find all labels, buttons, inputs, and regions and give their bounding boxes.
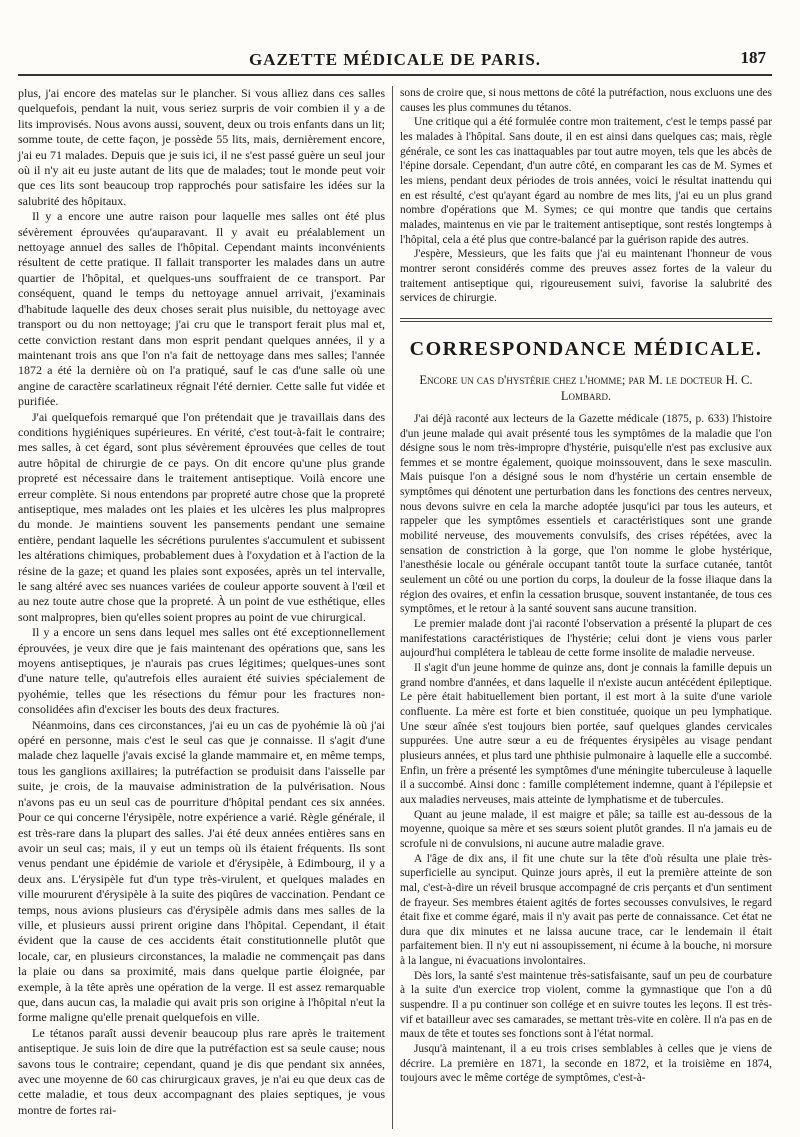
paragraph: Jusqu'à maintenant, il a eu trois crises semblables à celles que je viens de décrire. La première en 1871, la seconde en 1872, et la troisième en 1874, toujours avec le même cortége de symptômes, c'est-à- [400, 1043, 772, 1085]
section-title: CORRESPONDANCE MÉDICALE. [409, 337, 763, 360]
paragraph: Le premier malade dont j'ai raconté l'observation a présenté la plupart de ces manifestations caractéristiques de l'hystérie; celui dont je viens vous parler aujourd'hui complétera le tableau de cette forme insolite de maladie nerveuse. [400, 618, 772, 660]
paragraph: Quant au jeune malade, il est maigre et pâle; sa taille est au-dessous de la moyenne, quoique sa mère et ses sœurs soient plutôt grandes. Il n'a jamais eu de scrofule ni de convulsions, ni aucune autre maladie grave. [400, 808, 772, 850]
section-rule [400, 321, 772, 322]
paragraph: Il s'agit d'un jeune homme de quinze ans, dont je connais la famille depuis un grand nombre d'années, et dans laquelle il n'existe aucun antécédent épileptique. Le père était habituellement bien portant, il est mort à la suite d'une variole confluente. La mère est forte et bien constituée, quoique un peu lymphatique. Une sœur aînée s'est toujours bien portée, sauf quelques glandes cervicales suppurées. Une autre sœur a eu de fréquentes érysipèles au visage pendant plusieurs années, et plus tard une phthisie pulmonaire à laquelle elle a succombé. Enfin, un frère a présenté les symptômes d'une méningite tuberculeuse à laquelle il a succombé. Ainsi donc : famille complétement indemne, quant à l'épilepsie et aux maladies nerveuses, mais atteinte de lymphatisme et de tubercules. [400, 662, 772, 806]
column-divider [392, 86, 393, 1129]
paragraph: Il y a encore un sens dans lequel mes salles ont été exceptionnellement éprouvées, je veux dire que je fais maintenant des opérations que, sans les moyens antiseptiques, je n'aurais pas crues légitimes; quelques-unes sont d'une nature telle, qu'autrefois elles auraient été suivies spécialement de pyohémie, telles que les résections du fémur pour les fractures non-consolidées afin d'exciser les bouts des deux fractures. [18, 625, 385, 717]
paragraph: J'espère, Messieurs, que les faits que j'ai eu maintenant l'honneur de vous montrer seront considérés comme des preuves assez fortes de la valeur du traitement antiseptique qui, rigoureusement suivi, favorise la salubrité des services de chirurgie. [400, 248, 772, 305]
paragraph: plus, j'ai encore des matelas sur le plancher. Si vous alliez dans ces salles quelquefois, pendant la nuit, vous seriez surpris de voir combien il y a de lits improvisés. Nous avons aussi, souvent, deux ou trois enfants dans un lit; somme toute, de cette façon, je possède 55 lits, mais, dernièrement encore, j'ai eu 71 malades. Depuis que je suis ici, il ne s'est passé guère un seul jour où il n'y ait eu juste autant de lits que de malades; tout le monde peut voir que ces lits sont beaucoup trop rapprochés pour satisfaire les idées sur la salubrité des hôpitaux. [18, 86, 385, 208]
paragraph: Une critique qui a été formulée contre mon traitement, c'est le temps passé par les malades à l'hôpital. Sans doute, il en est ainsi dans quelques cas; mais, règle générale, ce sont les cas inattaquables par tout autre moyen, tels que les abcès de l'épine dorsale. Cependant, d'un autre côté, en comparant les cas de M. Symes et les miens, pendant deux périodes de trois années, voici le résultat inattendu qui en est résulté, c'est qu'ayant égard au nombre de mes lits, j'ai eu un plus grand nombre d'opérations que M. Symes; ce qui montre que tandis que certains malades, maintenus en vie par le traitement antiseptique, sont restés longtemps à l'hôpital, cela a été plus que contre-balancé par la guérison rapide des autres. [400, 116, 772, 246]
journal-title: GAZETTE MÉDICALE DE PARIS. [248, 50, 542, 69]
left-column [18, 86, 385, 1129]
paragraph: J'ai déjà raconté aux lecteurs de la Gazette médicale (1875, p. 633) l'histoire d'un jeune malade qui avait présenté tous les symptômes de la maladie que l'on désigne sous le nom très-impropre d'hystérie, puisqu'elle n'est pas exclusive aux femmes et se montre également, quoique moinssouvent, dans le sexe masculin. Mais puisque l'on a désigné sous le nom d'hystérie un certain ensemble de symptômes qui dénotent une perturbation dans les fonctions des centres nerveux, nous devons suivre en cela la marche adoptée jusqu'ici par tous les auteurs, et rappeler que les symptômes essentiels et caractéristiques sont une grande mobilité nerveuse, des mouvements convulsifs, des crises répétées, avec la sensation de constriction à la gorge, que l'on nomme le globe hystérique, l'anesthésie locale ou générale occupant tantôt toute la surface cutanée, tantôt seulement un côté ou une portion du corps, la douleur de la fosse iliaque dans la région des ovaires, et enfin la cessation brusque, souvent instantanée, de tous ces symptômes, et le retour à la santé souvent sans aucune transition. [400, 412, 772, 616]
paragraph: Il y a encore une autre raison pour laquelle mes salles ont été plus sévèrement éprouvées qu'auparavant. Il y avait eu préalablement un nettoyage annuel des salles de l'hôpital. Cependant maints inconvénients résultent de cette pratique. Il fallait transporter les malades dans un autre quartier de l'hôpital, et quelques-uns souffraient de ce transport. Par conséquent, quand le temps du nettoyage annuel arrivait, j'examinais d'habitude laquelle des deux choses serait plus nuisible, du nettoyage avec transport ou du non nettoyage; j'ai cru que le transport ferait plus mal et, cette conviction restant dans mon esprit pendant quelques années, il y a maintenant trois ans que l'on n'a fait de nettoyage dans mes salles; l'année 1872 a été la dernière où on l'a pratiqué, sauf le cas d'une salle où une angine de caractère scarlatineux régnait l'été dernier. Cette salle fut vidée et purifiée. [18, 209, 385, 409]
article-subtitle: Encore un cas d'hystérie chez l'homme; par M. le docteur H. C. Lombard. [419, 372, 753, 403]
page-number: 187 [740, 48, 766, 67]
paragraph: Dès lors, la santé s'est maintenue très-satisfaisante, sauf un peu de courbature à la suite d'un exercice trop violent, comme la gymnastique que l'on a dû suspendre. Il a pu continuer son collége et en suivre toutes les leçons. Il est très-vif et batailleur avec ses camarades, se mettant très-vite en colère. Il n'a pas en de maux de tête et toutes ses fonctions sont à l'état normal. [400, 969, 772, 1041]
paragraph: Néanmoins, dans ces circonstances, j'ai eu un cas de pyohémie là où j'ai opéré en personne, mais c'est le seul cas que je connaisse. Il s'agit d'une malade chez laquelle j'avais excisé la glande mammaire et, en même temps, tous les ganglions axillaires; la putréfaction se produisit dans l'aisselle par suite, je crois, de la mauvaise administration de la pulvérisation. Nous n'avons pas eu un seul cas de pourriture d'hôpital pendant ces six années. Pour ce qui concerne l'érysipèle, notre expérience a varié. Règle générale, il est très-rare dans la plupart des salles. J'ai été deux années entières sans en avoir un seul cas; mais, il y eut un temps où ils étaient fréquents. Ils sont venus pendant une épidémie de variole et d'érysipèle, à Edimbourg, il y a deux ans. L'érysipèle fut d'un type très-virulent, et quelques malades en ville moururent d'érysipèle à la suite des piqûres de vaccination. Pendant ce temps, nous avions plusieurs cas d'érysipèle admis dans mes salles de la ville, et plusieurs aussi prirent origine dans l'hôpital. Cependant, il était évident que la cause de ces accidents était constitutionnelle plutôt que locale, car, en plusieurs circonstances, la maladie ne commençait pas dans la plaie ou dans sa proximité, mais dans quelque partie éloignée, par exemple, à la tête après une opération de la verge. Il est assez remarquable que, dans aucun cas, la maladie qui avait pris son origine à l'hôpital n'eut la forme maligne qu'elle prenait quelquefois en ville. [18, 717, 385, 1025]
paragraph: A l'âge de dix ans, il fit une chute sur la tête d'où résulta une plaie très-superficielle au synciput. Quinze jours après, il eut la première atteinte de son mal, c'est-à-dire un réveil brusque accompagné de cris perçants et d'un sentiment de frayeur. Ses membres étaient agités de fortes secousses convulsives, le regard était fixe et comme égaré, mais il n'y avait pas perte de connaissance. Cet état ne dura que dix minutes et ne laissa aucune trace, car le lendemain il était parfaitement bien. Il n'y eut ni assoupissement, ni écume à la bouche, ni morsure à la langue, ni évacuations involontaires. [400, 852, 772, 968]
paragraph: sons de croire que, si nous mettons de côté la putréfaction, nous excluons une des causes les plus communes du tétanos. [400, 87, 772, 114]
right-column [400, 86, 772, 1129]
paragraph: J'ai quelquefois remarqué que l'on prétendait que je travaillais dans des conditions hygiéniques supérieures. En vérité, c'est tout-à-fait le contraire; mes salles, à cet égard, sont plus sévèrement éprouvées que celles de tout autre hôpital de chirurgie de ce pays. On dit encore qu'une plus grande propreté est nécessaire dans le traitement antiseptique. Voilà encore une erreur complète. Si nous entendons par propreté autre chose que la propreté antiseptique, mes malades ont les plaies et les ulcères les plus malpropres du monde. Je maintiens souvent les pansements pendant une semaine entière, pendant laquelle les sécrétions purulentes s'accumulent et subissent les altérations chimiques, probablement dues à l'oxydation et à l'action de la résine de la gaze; et quand les plaies sont exposées, après un tel intervalle, le sang altéré avec ses nuances variées de couleur apporte souvent à l'œil et au nez toute autre chose que la propreté. À un point de vue esthétique, elles sont malpropres, bien qu'elles soient propres au point de vue chirurgical. [18, 409, 385, 624]
paragraph: Le tétanos paraît aussi devenir beaucoup plus rare après le traitement antiseptique. Je suis loin de dire que la putréfaction est sa seule cause; nous savons tous le contraire; cependant, quand je dis que pendant six années, avec une moyenne de 60 cas chirurgicaux graves, je n'ai eu que deux cas de cette maladie, et tous deux accompagnant des plaies septiques, je vous montre de fortes rai- [18, 1025, 385, 1117]
page-header [18, 46, 772, 76]
section-rule [400, 318, 772, 319]
